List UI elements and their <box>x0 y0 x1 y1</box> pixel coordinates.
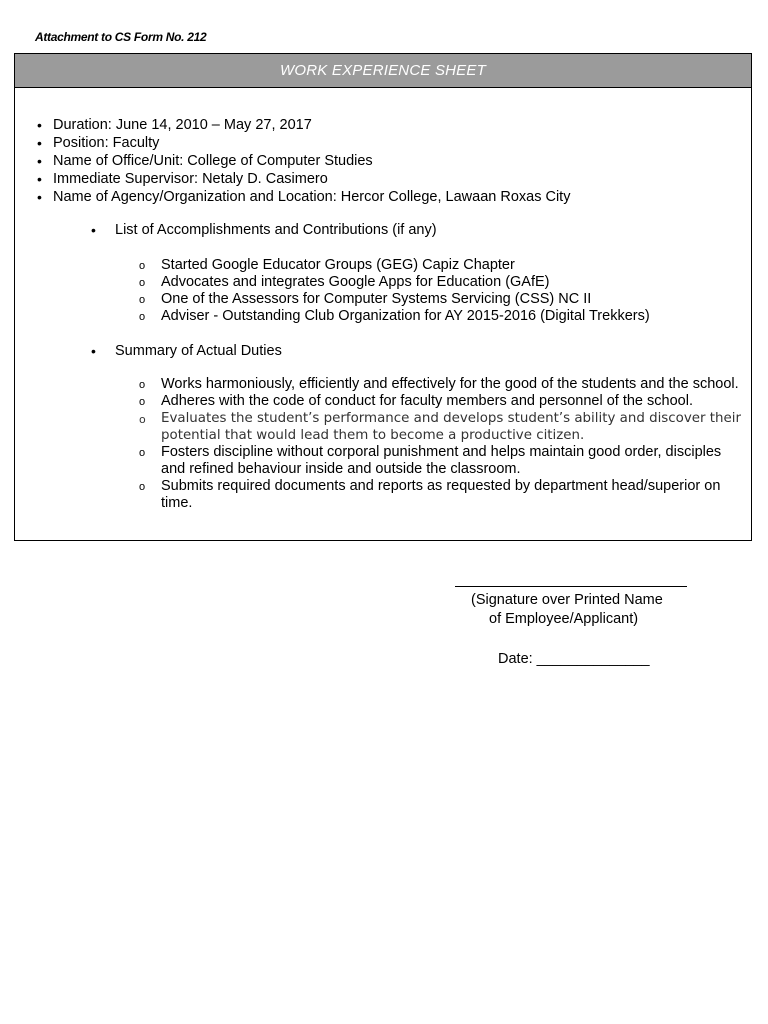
bullet-icon: • <box>37 189 42 205</box>
bullet-icon: • <box>37 171 42 187</box>
list-item: o Fosters discipline without corporal punishment and helps maintain good order, disciples and refined behaviour inside and outside the classroom. <box>139 444 722 477</box>
signature-caption-line1: (Signature over Printed Name <box>471 592 663 608</box>
circle-bullet-icon: o <box>139 379 146 391</box>
circle-bullet-icon: o <box>139 311 146 323</box>
bullet-icon: • <box>37 153 42 169</box>
list-item: o Adviser - Outstanding Club Organization for AY 2015-2016 (Digital Trekkers) <box>139 308 650 324</box>
detail-supervisor: • Immediate Supervisor: Netaly D. Casimero <box>37 171 328 187</box>
bullet-icon: • <box>37 117 42 133</box>
list-item: o Started Google Educator Groups (GEG) Capiz Chapter <box>139 257 515 273</box>
date-field: Date: ______________ <box>498 651 650 667</box>
signature-line <box>455 586 687 587</box>
list-item: o Evaluates the student’s performance and develops student’s ability and discover their potential that would lead them to become a productive citizen. <box>139 411 741 443</box>
circle-bullet-icon: o <box>139 260 146 272</box>
list-item: o Adheres with the code of conduct for faculty members and personnel of the school. <box>139 393 693 409</box>
attachment-label: Attachment to CS Form No. 212 <box>35 30 207 44</box>
circle-bullet-icon: o <box>139 277 146 289</box>
detail-position: • Position: Faculty <box>37 135 160 151</box>
sheet-title: WORK EXPERIENCE SHEET <box>15 54 751 88</box>
circle-bullet-icon: o <box>139 413 146 426</box>
list-item: o Advocates and integrates Google Apps for Education (GAfE) <box>139 274 550 290</box>
bullet-icon: • <box>91 222 96 238</box>
circle-bullet-icon: o <box>139 294 146 306</box>
detail-agency: • Name of Agency/Organization and Location: Hercor College, Lawaan Roxas City <box>37 189 571 205</box>
signature-caption-line2: of Employee/Applicant) <box>489 611 639 627</box>
list-item: o Works harmoniously, efficiently and effectively for the good of the students and the school. <box>139 376 739 392</box>
duties-heading: • Summary of Actual Duties <box>91 343 282 359</box>
circle-bullet-icon: o <box>139 447 146 459</box>
accomplishments-list <box>139 257 751 325</box>
list-item: o Submits required documents and reports as requested by department head/superior on time. <box>139 478 721 511</box>
details-list <box>37 116 733 206</box>
bullet-icon: • <box>37 135 42 151</box>
circle-bullet-icon: o <box>139 396 146 408</box>
bullet-icon: • <box>91 343 96 359</box>
circle-bullet-icon: o <box>139 481 146 493</box>
list-item: o One of the Assessors for Computer Systems Servicing (CSS) NC II <box>139 291 592 307</box>
detail-office: • Name of Office/Unit: College of Computer Studies <box>37 153 373 169</box>
accomplishments-heading: • List of Accomplishments and Contributions (if any) <box>91 222 437 238</box>
duties-list <box>139 376 749 512</box>
detail-duration: • Duration: June 14, 2010 – May 27, 2017 <box>37 117 312 133</box>
